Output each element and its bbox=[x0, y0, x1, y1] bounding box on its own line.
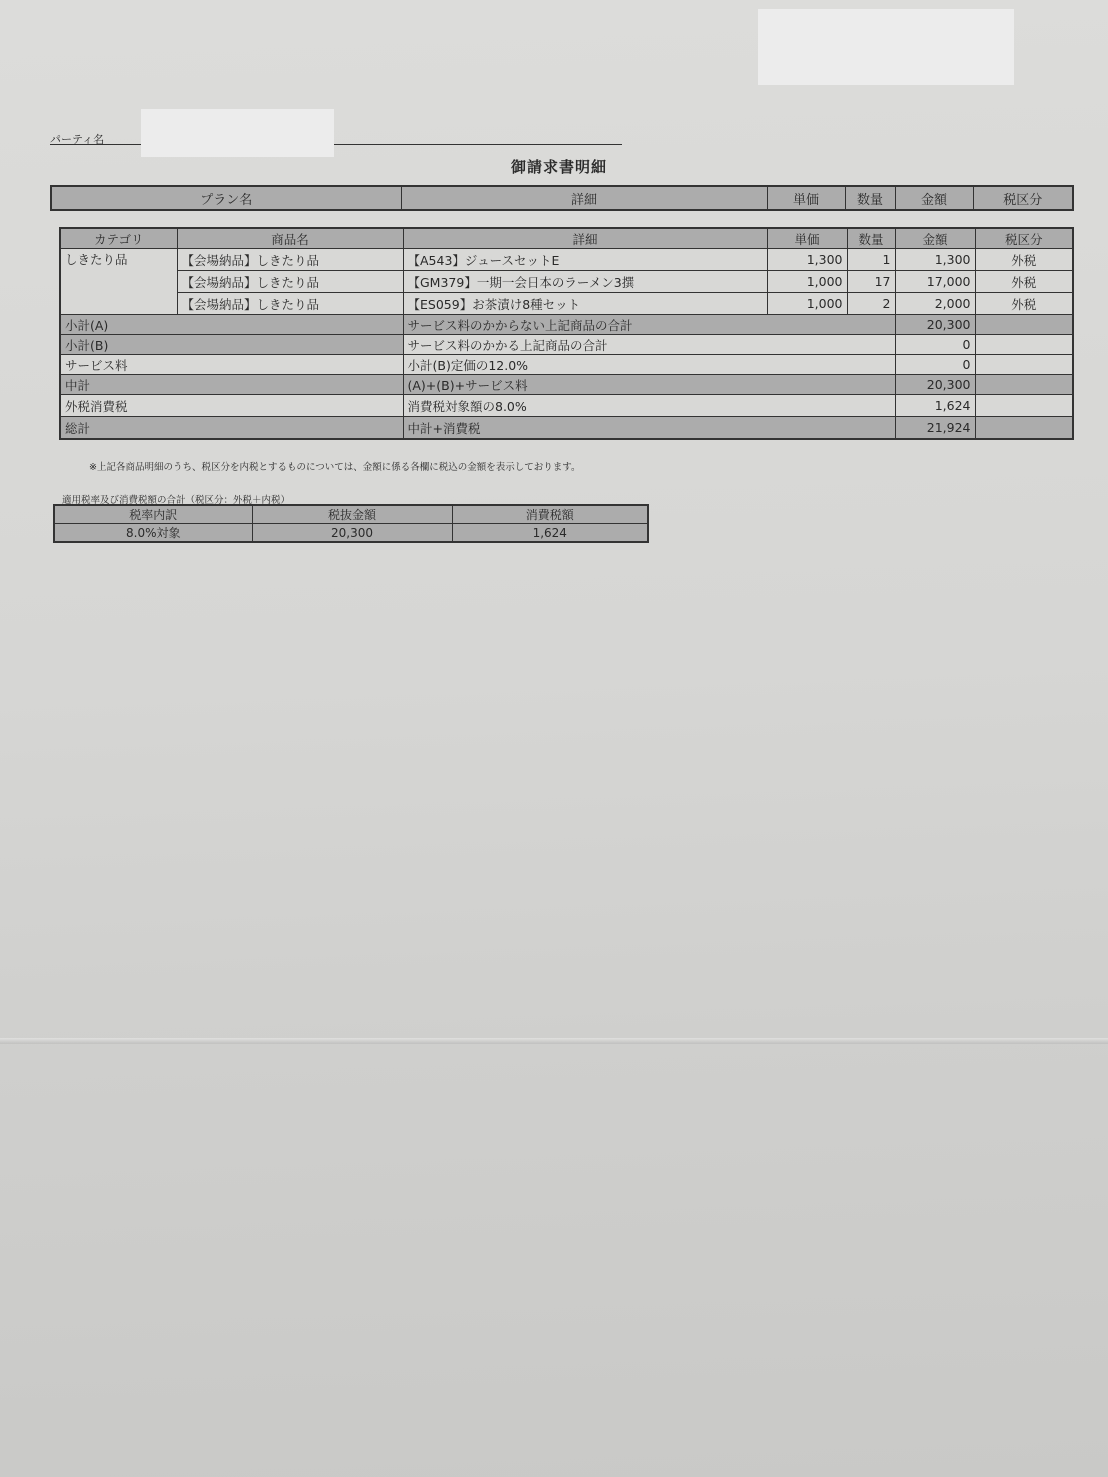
category-cell: しきたり品 bbox=[60, 249, 177, 315]
plan-header-detail: 詳細 bbox=[401, 186, 767, 210]
product-name: 【会場納品】しきたり品 bbox=[177, 271, 403, 293]
summary-label: 中計 bbox=[60, 375, 403, 395]
footnote: ※上記各商品明細のうち、税区分を内税とするものについては、金額に係る各欄に税込の金額を表示しております。 bbox=[89, 462, 581, 473]
summary-label: 総計 bbox=[60, 417, 403, 440]
summary-amount: 0 bbox=[895, 355, 975, 375]
unit-price: 1,000 bbox=[767, 271, 847, 293]
table-row bbox=[60, 249, 1073, 271]
plan-header-unit-price: 単価 bbox=[767, 186, 845, 210]
plan-header-plan-name: プラン名 bbox=[51, 186, 401, 210]
product-name: 【会場納品】しきたり品 bbox=[177, 249, 403, 271]
summary-label: 小計(A) bbox=[60, 315, 403, 335]
unit-price: 1,300 bbox=[767, 249, 847, 271]
summary-detail: 中計+消費税 bbox=[403, 417, 895, 440]
plan-header-row bbox=[51, 186, 1073, 210]
summary-row-consumption-tax bbox=[60, 395, 1073, 417]
quantity: 1 bbox=[847, 249, 895, 271]
tax-header-rate: 税率内訳 bbox=[54, 505, 252, 524]
tax-summary-table bbox=[53, 504, 649, 543]
summary-amount: 0 bbox=[895, 335, 975, 355]
summary-tax-blank bbox=[975, 315, 1073, 335]
summary-detail: サービス料のかかる上記商品の合計 bbox=[403, 335, 895, 355]
unit-price: 1,000 bbox=[767, 293, 847, 315]
items-header-category: カテゴリ bbox=[60, 228, 177, 249]
product-name: 【会場納品】しきたり品 bbox=[177, 293, 403, 315]
summary-label: 小計(B) bbox=[60, 335, 403, 355]
summary-tax-blank bbox=[975, 417, 1073, 440]
summary-detail: 小計(B)定価の12.0% bbox=[403, 355, 895, 375]
table-row bbox=[60, 271, 1073, 293]
items-header-unit-price: 単価 bbox=[767, 228, 847, 249]
document-title: 御請求書明細 bbox=[510, 158, 607, 176]
plan-table bbox=[50, 185, 1074, 211]
items-header-row bbox=[60, 228, 1073, 249]
summary-row-subtotal-a bbox=[60, 315, 1073, 335]
party-name-underline bbox=[50, 144, 622, 145]
summary-tax-blank bbox=[975, 355, 1073, 375]
summary-tax-blank bbox=[975, 375, 1073, 395]
tax-net-amount: 20,300 bbox=[252, 524, 452, 543]
item-detail: 【GM379】一期一会日本のラーメン3撰 bbox=[403, 271, 767, 293]
items-table bbox=[59, 227, 1074, 440]
summary-detail: 消費税対象額の8.0% bbox=[403, 395, 895, 417]
items-header-detail: 詳細 bbox=[403, 228, 767, 249]
summary-detail: サービス料のかからない上記商品の合計 bbox=[403, 315, 895, 335]
tax-type: 外税 bbox=[975, 293, 1073, 315]
redacted-block-top bbox=[758, 9, 1014, 85]
summary-row-grand-total bbox=[60, 417, 1073, 440]
party-name-label: パーティ名 bbox=[50, 133, 105, 146]
item-detail: 【ES059】お茶漬け8種セット bbox=[403, 293, 767, 315]
tax-summary-label: 適用税率及び消費税額の合計（税区分：外税＋内税） bbox=[62, 495, 291, 506]
items-header-tax-type: 税区分 bbox=[975, 228, 1073, 249]
plan-header-amount: 金額 bbox=[895, 186, 973, 210]
summary-label: サービス料 bbox=[60, 355, 403, 375]
paper-fold-line bbox=[0, 1038, 1108, 1044]
table-row bbox=[60, 293, 1073, 315]
amount: 17,000 bbox=[895, 271, 975, 293]
summary-tax-blank bbox=[975, 335, 1073, 355]
quantity: 2 bbox=[847, 293, 895, 315]
summary-amount: 20,300 bbox=[895, 315, 975, 335]
tax-header-tax: 消費税額 bbox=[452, 505, 648, 524]
tax-header-net: 税抜金額 bbox=[252, 505, 452, 524]
summary-row-subtotal-b bbox=[60, 335, 1073, 355]
summary-amount: 1,624 bbox=[895, 395, 975, 417]
tax-rate: 8.0%対象 bbox=[54, 524, 252, 543]
items-header-amount: 金額 bbox=[895, 228, 975, 249]
summary-label: 外税消費税 bbox=[60, 395, 403, 417]
items-header-product: 商品名 bbox=[177, 228, 403, 249]
item-detail: 【A543】ジュースセットE bbox=[403, 249, 767, 271]
quantity: 17 bbox=[847, 271, 895, 293]
tax-type: 外税 bbox=[975, 249, 1073, 271]
redacted-party-name bbox=[141, 109, 334, 157]
items-header-qty: 数量 bbox=[847, 228, 895, 249]
summary-row-midtotal bbox=[60, 375, 1073, 395]
tax-summary-row bbox=[54, 524, 648, 543]
tax-amount: 1,624 bbox=[452, 524, 648, 543]
amount: 2,000 bbox=[895, 293, 975, 315]
summary-row-service-fee bbox=[60, 355, 1073, 375]
summary-detail: (A)+(B)+サービス料 bbox=[403, 375, 895, 395]
plan-header-tax-type: 税区分 bbox=[973, 186, 1073, 210]
summary-amount: 20,300 bbox=[895, 375, 975, 395]
plan-header-qty: 数量 bbox=[845, 186, 895, 210]
tax-type: 外税 bbox=[975, 271, 1073, 293]
tax-summary-header-row bbox=[54, 505, 648, 524]
summary-tax-blank bbox=[975, 395, 1073, 417]
summary-amount: 21,924 bbox=[895, 417, 975, 440]
amount: 1,300 bbox=[895, 249, 975, 271]
